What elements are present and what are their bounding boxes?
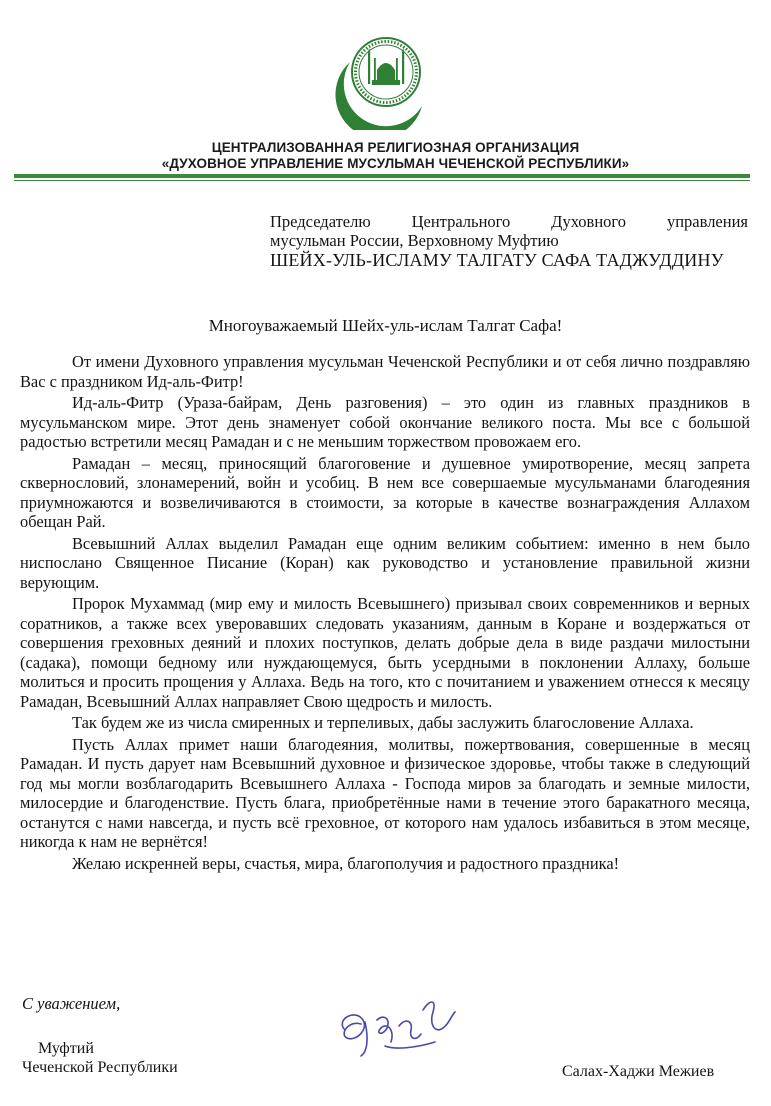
- closing-regards: С уважением,: [22, 994, 121, 1013]
- letter-body: [20, 352, 750, 875]
- handwritten-signature: [325, 990, 475, 1070]
- paragraph: От имени Духовного управления мусульман Чеченской Республики и от себя лично поздравляю Вас с праздником Ид-аль-Фитр!: [20, 352, 750, 391]
- paragraph: Пусть Аллах примет наши благодеяния, молитвы, пожертвования, совершенные в месяц Рамадан. И пусть дарует нам Всевышний духовное и физическое здоровье, чтобы также в следующий год мы могли возблагодарить Всевышнего Аллаха - Господа миров за благодать и земные милости, милосердие и благоденствие. Пусть блага, приобретённые нами в течение этого баракатного месяца, останутся с нами навсегда, и пусть всё греховное, от которого нам удалось избавиться в этом месяце, никогда к нам не вернётся!: [20, 734, 750, 851]
- paragraph: Так будем же из числа смиренных и терпеливых, дабы заслужить благословение Аллаха.: [72, 713, 694, 732]
- addressee-line2: мусульман России, Верховному Муфтию: [270, 231, 559, 250]
- salutation: Многоуважаемый Шейх-уль-ислам Талгат Сафа!: [208, 316, 563, 335]
- paragraph: Ид-аль-Фитр (Ураза-байрам, День разговения) – это один из главных праздников в мусульманском мире. Этот день знаменует собой окончание великого поста. Мы все с большой радостью встретили месяц Рамадан и с не меньшим торжеством провожаем его.: [20, 393, 750, 451]
- signatory-title-line2: Чеченской Республики: [22, 1059, 178, 1076]
- paragraph: Пророк Мухаммад (мир ему и милость Всевышнего) призывал своих современников и верных соратников, а также всех уверовавших следовать указаниям, данным в Коране и воздержаться от совершения греховных деяний и плохих поступков, делать добрые дела в виде раздачи милостыни (садака), помощи бедному или нуждающемуся, быть усердными в поклонении Аллаху, больше молиться и просить прощения у Аллаха. Ведь на того, кто с почитанием и уважением отнесся к месяцу Рамадан, Всевышний Аллах направляет Свою щедрость и милость.: [20, 594, 750, 711]
- header-divider-thick: [14, 174, 750, 178]
- paragraph: Рамадан – месяц, приносящий благоговение и душевное умиротворение, месяц запрета сквернословий, злонамерений, войн и усобиц. В нем все совершаемые мусульманами благодеяния приумножаются и возвеличиваются в стоимости, за которые в качестве вознаграждения Аллахом обещан Рай.: [20, 453, 750, 531]
- paragraph: Желаю искренней веры, счастья, мира, благополучия и радостного праздника!: [72, 853, 620, 873]
- organization-name-line2: «ДУХОВНОЕ УПРАВЛЕНИЕ МУСУЛЬМАН ЧЕЧЕНСКОЙ РЕСПУБЛИКИ»: [161, 156, 630, 171]
- addressee-line1: Председателю Центрального Духовного управления: [270, 212, 748, 231]
- paragraph: Всевышний Аллах выделил Рамадан еще одним великим событием: именно в нем было ниспослано Священное Писание (Коран) как руководство и установление правильной жизни верующим.: [20, 533, 750, 592]
- signatory-title-line1: Муфтий: [38, 1040, 94, 1057]
- mosque-icon: [368, 48, 404, 85]
- emblem-logo: [330, 22, 438, 130]
- addressee-name: ШЕЙХ-УЛЬ-ИСЛАМУ ТАЛГАТУ САФА ТАДЖУДДИНУ: [270, 250, 724, 270]
- organization-name-line1: ЦЕНТРАЛИЗОВАННАЯ РЕЛИГИОЗНАЯ ОРГАНИЗАЦИЯ: [211, 140, 580, 155]
- header-divider-thin: [14, 180, 750, 181]
- signatory-name: Салах-Хаджи Межиев: [562, 1063, 715, 1080]
